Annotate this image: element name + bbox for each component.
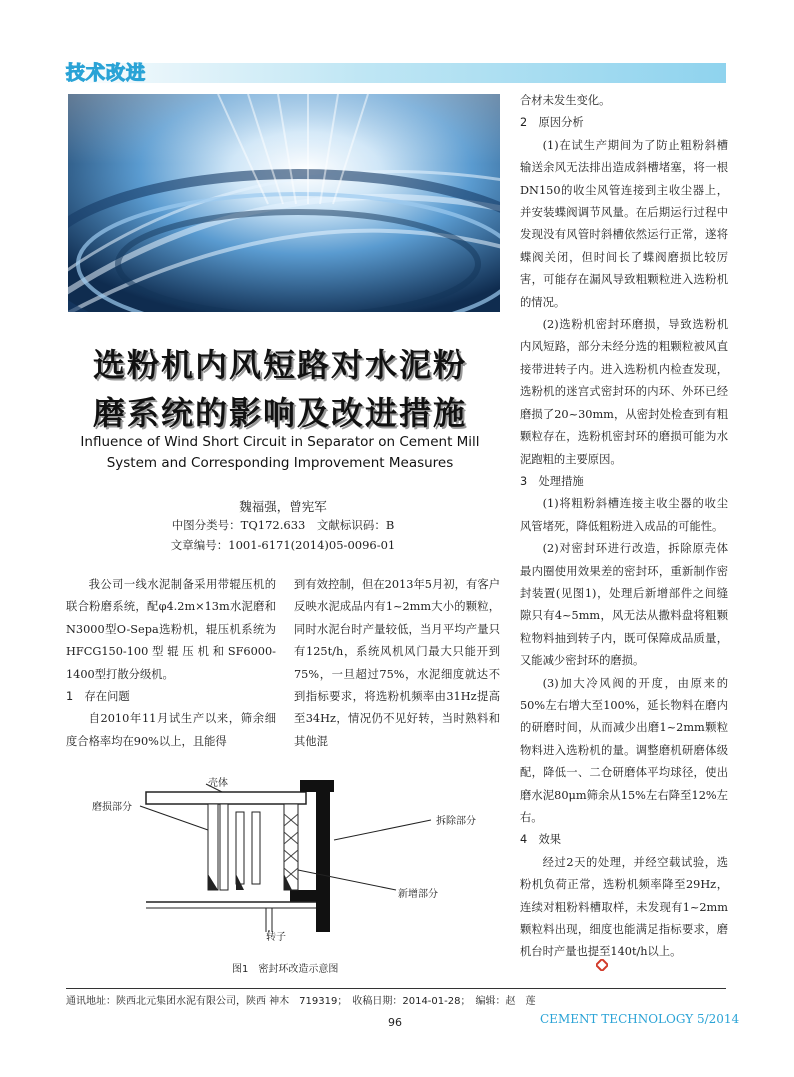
inner-plate-4	[252, 812, 260, 884]
classification: 中图分类号：TQ172.633 文献标识码：B	[171, 518, 395, 532]
footer-address: 通讯地址：陕西北元集团水泥有限公司，陕西 神木 719319； 收稿日期：2014-01-28； 编辑：赵 莲	[66, 996, 536, 1007]
abstract-image	[68, 94, 500, 312]
top-plate	[146, 792, 306, 804]
paragraph-measure-3: (3)加大冷风阀的开度，由原来的50%左右增大至100%，延长物料在磨内的研磨时间，从而减少出磨1~2mm颗粒物料进入选粉机的量。调整磨机研磨体级配，降低一、二仓研磨体平均球径，使出磨水泥80μm筛余从15%左右降至12%左右。	[520, 676, 728, 824]
article-title-en-line1: Influence of Wind Short Circuit in Separator on Cement Mill	[80, 434, 480, 450]
article-title-cn-line1: 选粉机内风短路对水泥粉	[92, 346, 467, 384]
paragraph-problem: 自2010年11月试生产以来，筛余细度合格率均在90%以上，且能得	[66, 712, 276, 748]
shell-foot	[290, 890, 330, 902]
middle-column	[294, 574, 500, 753]
right-column	[520, 90, 728, 964]
section-heading-4: 4 效果	[520, 833, 562, 847]
end-mark-icon	[596, 956, 608, 968]
article-number: 文章编号：1001-6171(2014)05-0096-01	[170, 538, 396, 552]
shell-wall	[316, 792, 330, 932]
figure-caption: 图1 密封环改造示意图	[232, 964, 339, 975]
left-column	[66, 574, 276, 753]
figure-diagram	[86, 770, 506, 950]
paragraph-measure-2: (2)对密封环进行改造，拆除原壳体最内圈使用效果差的密封环，重新制作密封装置(见图1)，处理后新增部件之间缝隙只有4~5mm，风无法从撒料盘将粗颗粒物料抽到转子内，既可保障成品质量，又能减少密封环的磨损。	[520, 542, 728, 668]
paragraph-cont: 合材未发生变化。	[520, 94, 611, 107]
footer-divider	[66, 988, 726, 989]
journal-name: CEMENT TECHNOLOGY 5/2014	[540, 1012, 740, 1026]
article-title-en-line2: System and Corresponding Improvement Measures	[106, 455, 454, 471]
inner-plate-2	[220, 804, 228, 890]
label-worn: 磨损部分	[92, 802, 132, 813]
added-part	[284, 804, 298, 890]
paragraph-cause-2: (2)选粉机密封环磨损，导致选粉机内风短路，部分未经分选的粗颗粒被风直接带进转子内。进入选粉机内检查发现，选粉机的迷宫式密封环的内环、外环已经磨损了20~30mm，从密封处检查到有粗颗粒存在，选粉机密封环的磨损可能为水泥跑粗的主要原因。	[520, 318, 728, 466]
shell-top	[300, 780, 334, 792]
paragraph-problem-cont: 到有效控制，但在2013年5月初，有客户反映水泥成品内有1~2mm大小的颗粒，同时水泥台时产量较低，当月平均产量只有125t/h，系统风机风门最大只能开到75%，一旦超过75%，水泥细度就达不到指标要求，将选粉机频率由31Hz提高至34Hz，情况仍不见好转，当时熟料和其他混	[294, 578, 500, 748]
section-heading-3: 3 处理措施	[520, 474, 584, 488]
paragraph-cause-1: (1)在试生产期间为了防止粗粉斜槽输送余风无法排出造成斜槽堵塞，将一根DN150的收尘风管连接到主收尘器上，并安装蝶阀调节风量。在后期运行过程中发现没有风管时斜槽依然运行正常，遂将蝶阀关闭，但时间长了蝶阀磨损比较厉害，可能存在漏风导致粗颗粒进入选粉机的情况。	[520, 138, 728, 309]
paragraph-effect: 经过2天的处理，并经空载试验，选粉机负荷正常，选粉机频率降至29Hz，连续对粗粉料槽取样，未发现有1~2mm颗粒料出现，细度也能满足指标要求，磨机台时产量也提至140t/h以上。	[520, 855, 728, 959]
authors: 魏福强，曾宪军	[239, 499, 327, 514]
header-photo	[68, 94, 500, 312]
paragraph-measure-1: (1)将粗粉斜槽连接主收尘器的收尘风管堵死，降低粗粉进入成品的可能性。	[520, 497, 728, 533]
seal-ring-diagram	[86, 770, 506, 950]
section-title: 技术改进	[66, 62, 147, 84]
inner-plate-3	[236, 812, 244, 884]
section-heading-1: 1 存在问题	[66, 690, 130, 704]
label-added: 新增部分	[398, 889, 438, 900]
intro-paragraph: 我公司一线水泥制备采用带辊压机的联合粉磨系统，配φ4.2m×13m水泥磨和N3000型O-Sepa选粉机，辊压机系统为HFCG150-100型辊压机和SF6000-1400型打散分级机。	[66, 578, 276, 681]
section-heading-2: 2 原因分析	[520, 116, 584, 130]
label-shell: 壳体	[208, 778, 228, 789]
label-removed: 拆除部分	[436, 816, 476, 827]
label-rotor: 转子	[266, 932, 286, 943]
article-title-cn-line2: 磨系统的影响及改进措施	[92, 394, 467, 432]
page-number: 96	[388, 1016, 402, 1029]
header-bar	[66, 63, 726, 83]
